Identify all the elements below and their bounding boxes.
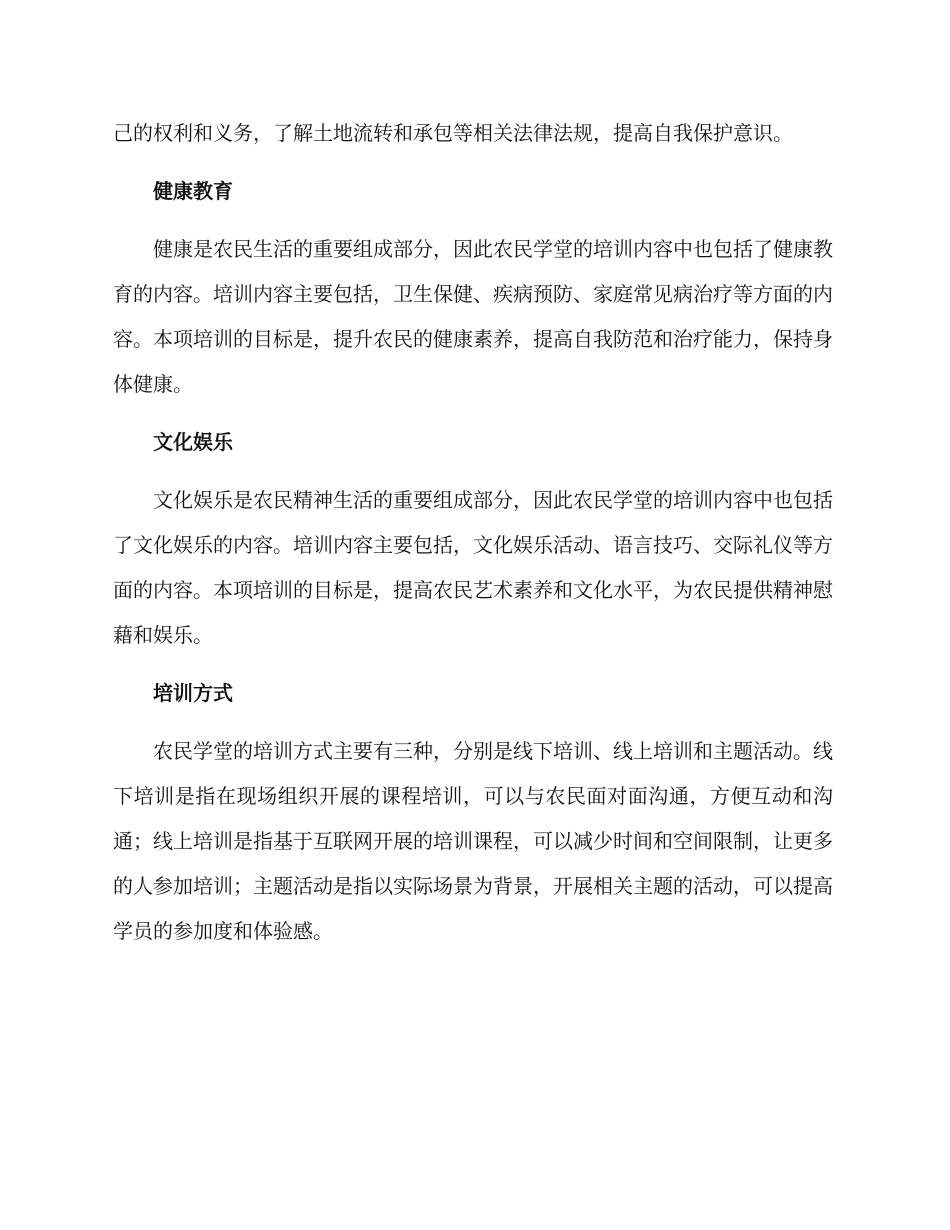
document-page: [113, 111, 833, 954]
paragraph-culture-entertainment: 文化娱乐是农民精神生活的重要组成部分，因此农民学堂的培训内容中也包括了文化娱乐的内容。培训内容主要包括，文化娱乐活动、语言技巧、交际礼仪等方面的内容。本项培训的目标是，提高农民艺术素养和文化水平，为农民提供精神慰藉和娱乐。: [113, 488, 833, 647]
section-heading-training-methods: 培训方式: [153, 681, 233, 705]
paragraph-health-education: 健康是农民生活的重要组成部分，因此农民学堂的培训内容中也包括了健康教育的内容。培训内容主要包括，卫生保健、疾病预防、家庭常见病治疗等方面的内容。本项培训的目标是，提升农民的健康素养，提高自我防范和治疗能力，保持身体健康。: [113, 237, 833, 396]
section-heading-culture-entertainment: 文化娱乐: [153, 430, 233, 454]
paragraph-training-methods: 农民学堂的培训方式主要有三种，分别是线下培训、线上培训和主题活动。线下培训是指在现场组织开展的课程培训，可以与农民面对面沟通，方便互动和沟通；线上培训是指基于互联网开展的培训课程，可以减少时间和空间限制，让更多的人参加培训；主题活动是指以实际场景为背景，开展相关主题的活动，可以提高学员的参加度和体验感。: [113, 739, 833, 943]
paragraph-rights-continuation: 己的权利和义务，了解土地流转和承包等相关法律法规，提高自我保护意识。: [113, 121, 793, 145]
section-heading-health-education: 健康教育: [153, 179, 233, 203]
